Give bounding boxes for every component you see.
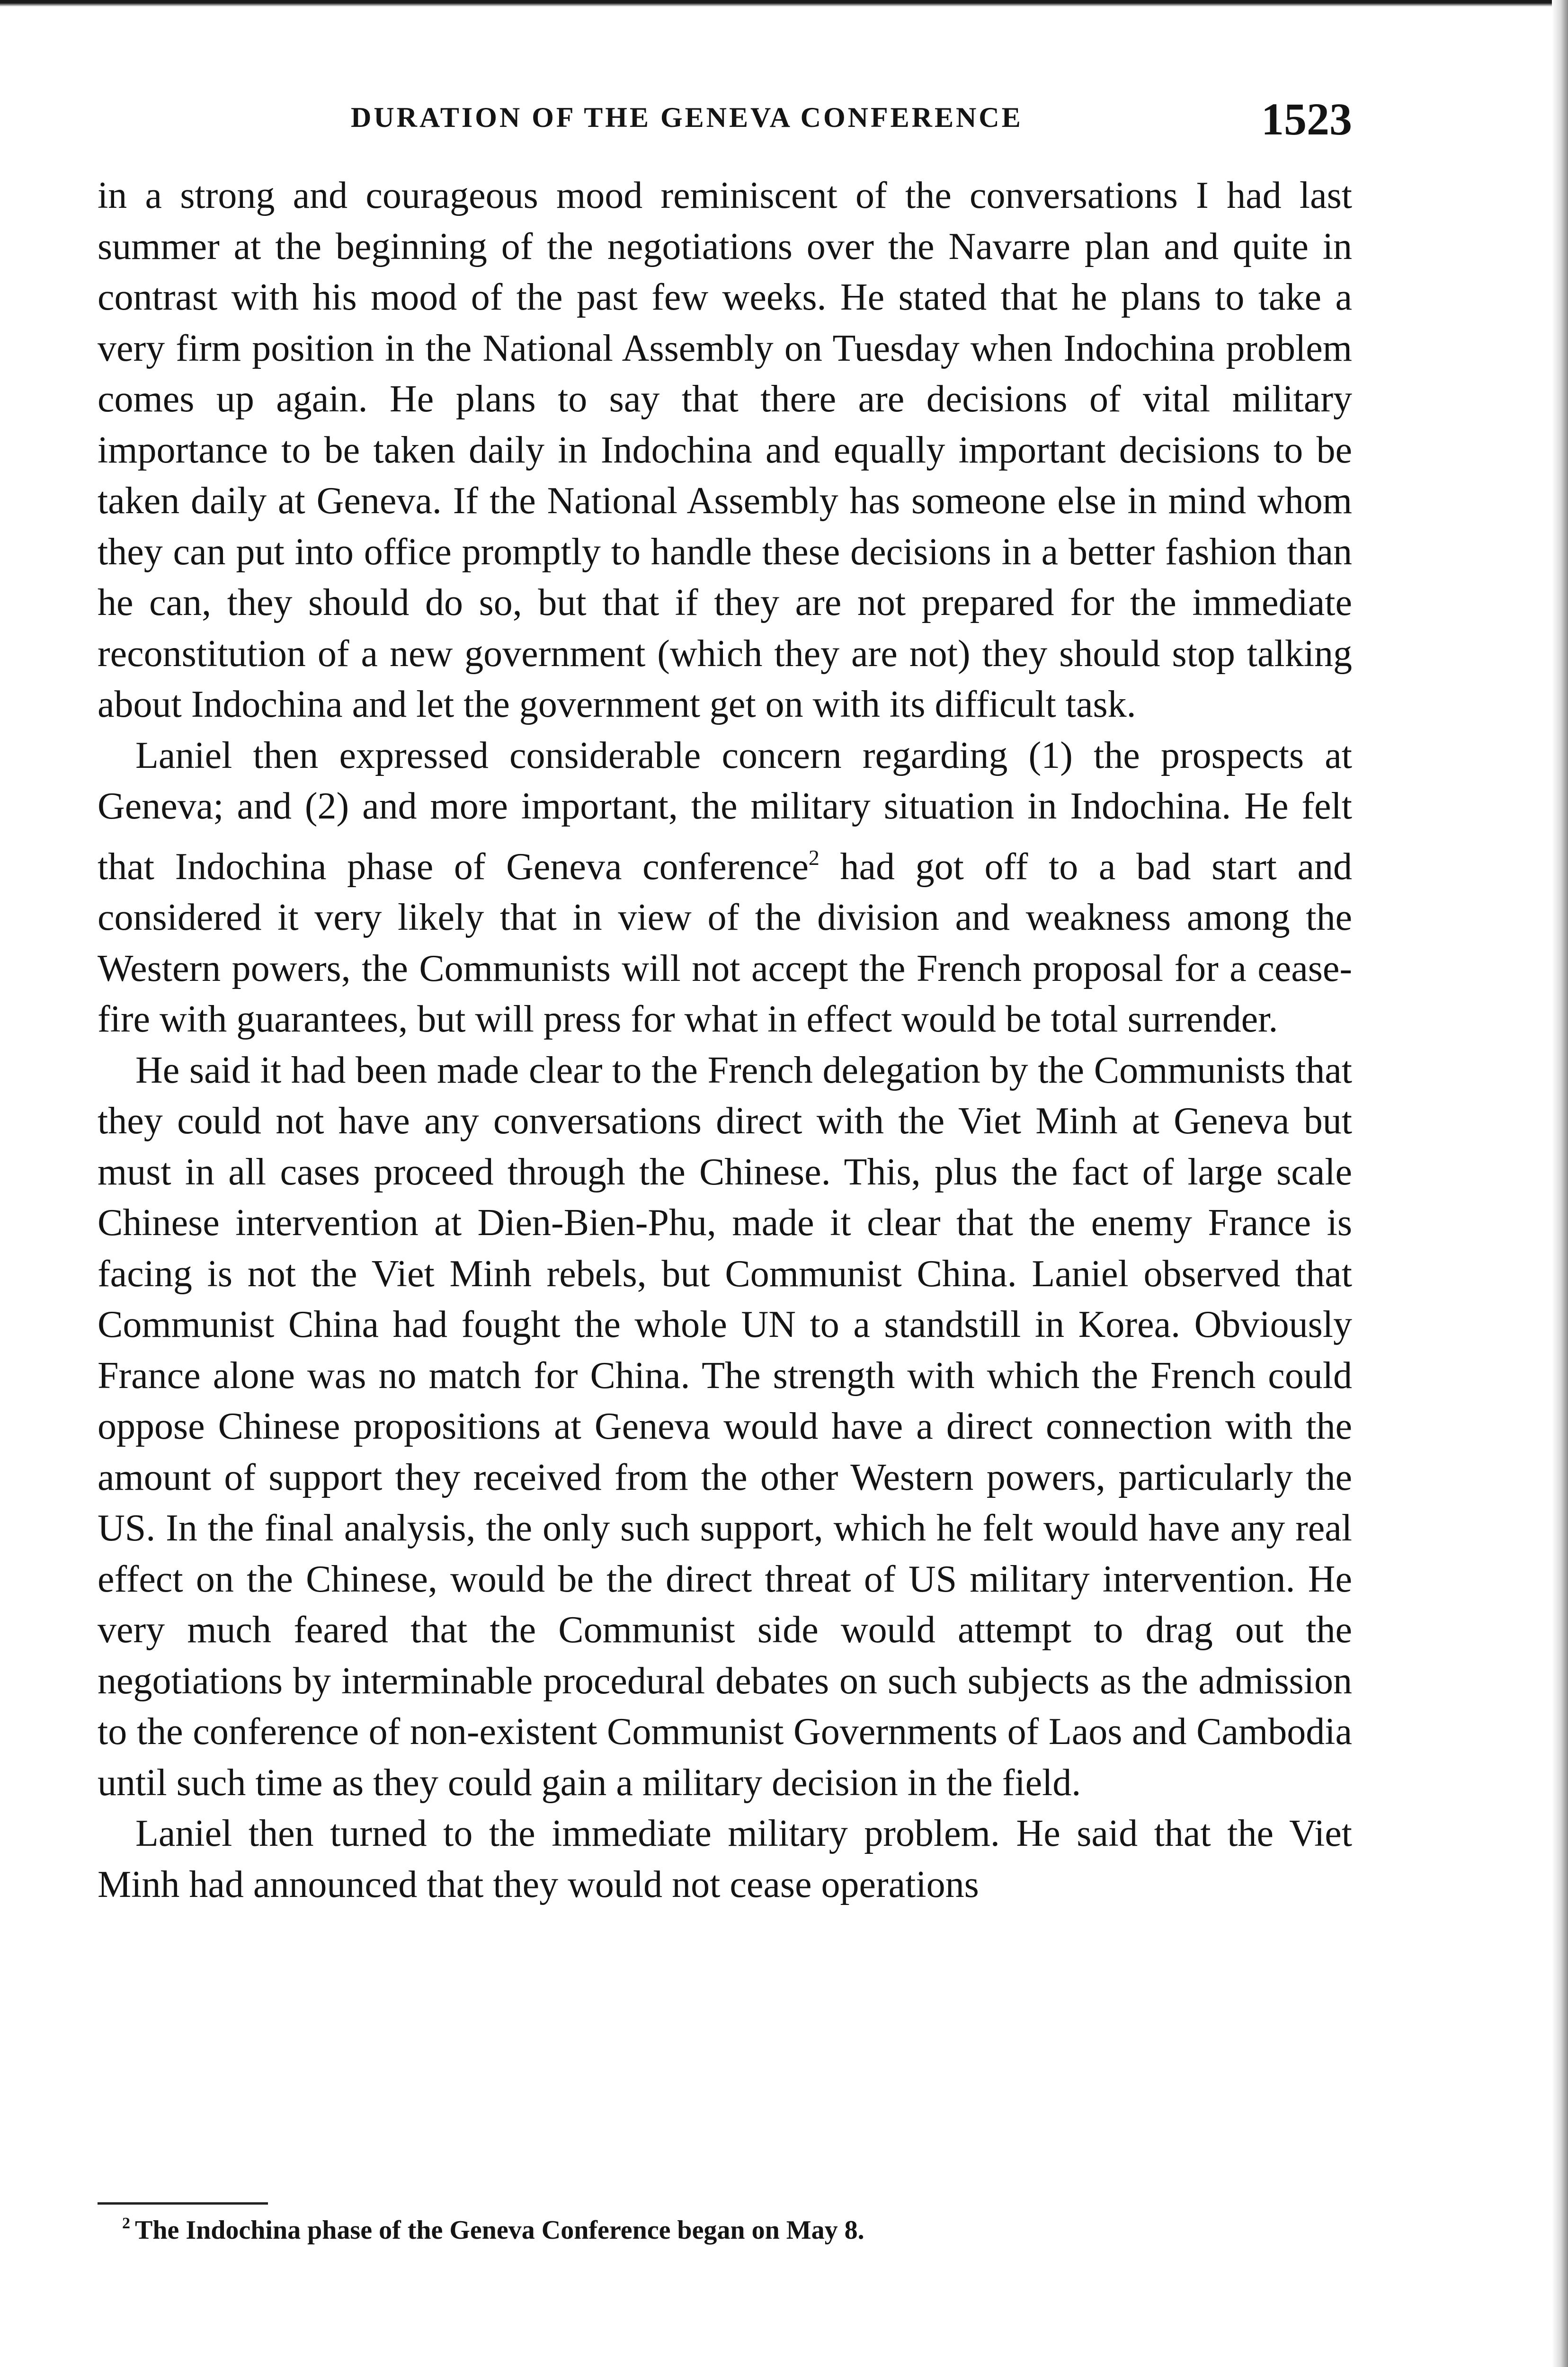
paragraph-2	[98, 730, 1352, 1045]
scan-right-edge	[1552, 0, 1568, 2367]
running-head: DURATION OF THE GENEVA CONFERENCE	[351, 102, 1023, 133]
footnote-marker: 2	[122, 2215, 130, 2232]
paragraph-2-text-a: Laniel then expressed considerable concern regarding (1) the prospects at Geneva; and (2) and more important, the military situation in Indochina. He felt that Indochina phase of Geneva conference	[98, 734, 1352, 888]
paragraph-2-text-b: had got off to a bad start and considered it very likely that in view of the division and weakness among the Western powers, the Communists will not accept the French proposal for a cease-fire with guarantees, but will press for what in effect would be total surrender.	[98, 845, 1352, 1040]
paragraph-3: He said it had been made clear to the French delegation by the Communists that they could not have any conversations direct with the Viet Minh at Geneva but must in all cases proceed through the Chinese. This, plus the fact of large scale Chinese intervention at Dien-Bien-Phu, made it clear that the enemy France is facing is not the Viet Minh rebels, but Communist China. Laniel observed that Communist China had fought the whole UN to a standstill in Korea. Obviously France alone was no match for China. The strength with which the French could oppose Chinese propositions at Geneva would have a direct connection with the amount of support they received from the other Western powers, particularly the US. In the final analysis, the only such support, which he felt would have any real effect on the Chinese, would be the direct threat of US military intervention. He very much feared that the Communist side would attempt to drag out the negotiations by interminable procedural debates on such subjects as the admission to the conference of non-existent Communist Governments of Laos and Cambodia until such time as they could gain a military decision in the field.	[98, 1049, 1352, 1804]
paragraph-1: in a strong and courageous mood reminiscent of the conversations I had last summer at the beginning of the negotiations over the Navarre plan and quite in contrast with his mood of the past few weeks. He stated that he plans to take a very firm position in the National Assembly on Tuesday when Indochina problem comes up again. He plans to say that there are decisions of vital military importance to be taken daily in Indochina and equally important decisions to be taken daily at Geneva. If the National Assembly has someone else in mind whom they can put into office promptly to handle these decisions in a better fashion than he can, they should do so, but that if they are not prepared for the immediate reconstitution of a new government (which they are not) they should stop talking about Indochina and let the government get on with its difficult task.	[98, 175, 1352, 725]
footnote-text: The Indochina phase of the Geneva Conference began on May 8.	[135, 2216, 864, 2245]
footnote-divider	[98, 2202, 268, 2205]
page-number: 1523	[1261, 94, 1352, 144]
page-header	[98, 93, 1352, 150]
footnote-2	[122, 2215, 864, 2245]
body-text	[98, 170, 1352, 1910]
paragraph-4: Laniel then turned to the immediate military problem. He said that the Viet Minh had announced that they would not cease operations	[98, 1813, 1352, 1905]
footnote-reference-2[interactable]: 2	[808, 845, 820, 870]
scan-top-edge	[0, 0, 1568, 7]
